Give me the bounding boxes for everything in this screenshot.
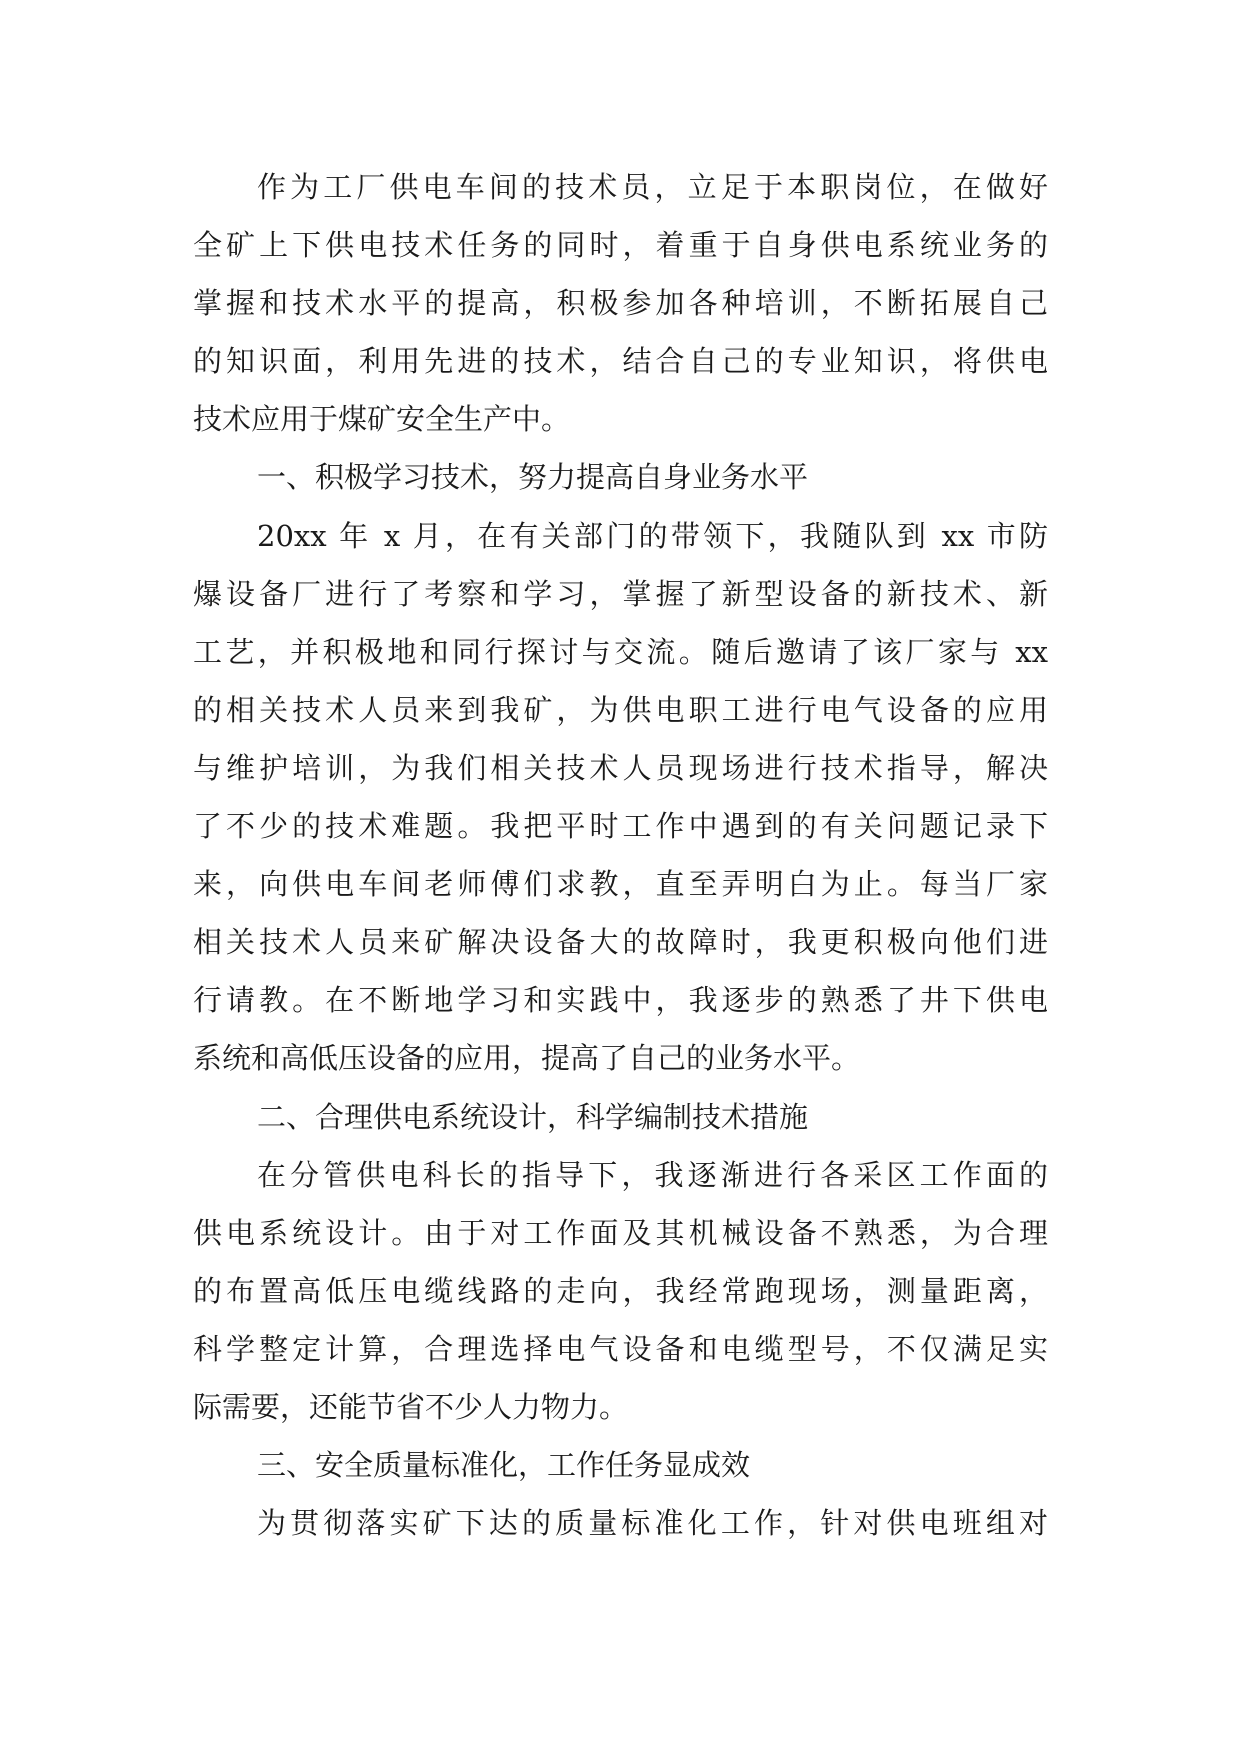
text-line: 供电系统设计。由于对工作面及其机械设备不熟悉，为合理 xyxy=(193,1215,1048,1250)
text-line: 与维护培训，为我们相关技术人员现场进行技术指导，解决 xyxy=(193,750,1048,785)
text-line: 际需要，还能节省不少人力物力。 xyxy=(193,1389,629,1424)
text-line: 系统和高低压设备的应用，提高了自己的业务水平。 xyxy=(193,1041,861,1076)
text-line: 在分管供电科长的指导下，我逐渐进行各采区工作面的 xyxy=(257,1157,1048,1192)
text-line: 全矿上下供电技术任务的同时，着重于自身供电系统业务的 xyxy=(193,228,1048,263)
text-line: 的相关技术人员来到我矿，为供电职工进行电气设备的应用 xyxy=(193,692,1048,727)
text-line: 工艺，并积极地和同行探讨与交流。随后邀请了该厂家与 xx xyxy=(193,634,1048,669)
text-line: 作为工厂供电车间的技术员，立足于本职岗位，在做好 xyxy=(257,170,1048,204)
text-line: 科学整定计算，合理选择电气设备和电缆型号，不仅满足实 xyxy=(193,1331,1048,1366)
text-line: 为贯彻落实矿下达的质量标准化工作，针对供电班组对 xyxy=(257,1506,1048,1541)
text-line: 的知识面，利用先进的技术，结合自己的专业知识，将供电 xyxy=(193,344,1048,379)
document-body xyxy=(193,158,1048,1552)
text-line: 一、积极学习技术，努力提高自身业务水平 xyxy=(257,460,809,495)
text-line: 二、合理供电系统设计，科学编制技术措施 xyxy=(257,1099,809,1134)
text-line: 爆设备厂进行了考察和学习，掌握了新型设备的新技术、新 xyxy=(193,576,1048,611)
text-line: 三、安全质量标准化，工作任务显成效 xyxy=(257,1448,751,1483)
text-line: 的布置高低压电缆线路的走向，我经常跑现场，测量距离， xyxy=(193,1273,1048,1308)
text-line: 技术应用于煤矿安全生产中。 xyxy=(193,402,571,437)
text-line: 相关技术人员来矿解决设备大的故障时，我更积极向他们进 xyxy=(193,925,1048,960)
text-line: 20xx 年 x 月，在有关部门的带领下，我随队到 xx 市防 xyxy=(257,518,1048,553)
text-line: 掌握和技术水平的提高，积极参加各种培训，不断拓展自己 xyxy=(193,286,1048,321)
text-line: 行请教。在不断地学习和实践中，我逐步的熟悉了井下供电 xyxy=(193,983,1048,1018)
text-line: 了不少的技术难题。我把平时工作中遇到的有关问题记录下 xyxy=(193,809,1048,844)
text-line: 来，向供电车间老师傅们求教，直至弄明白为止。每当厂家 xyxy=(193,867,1048,902)
